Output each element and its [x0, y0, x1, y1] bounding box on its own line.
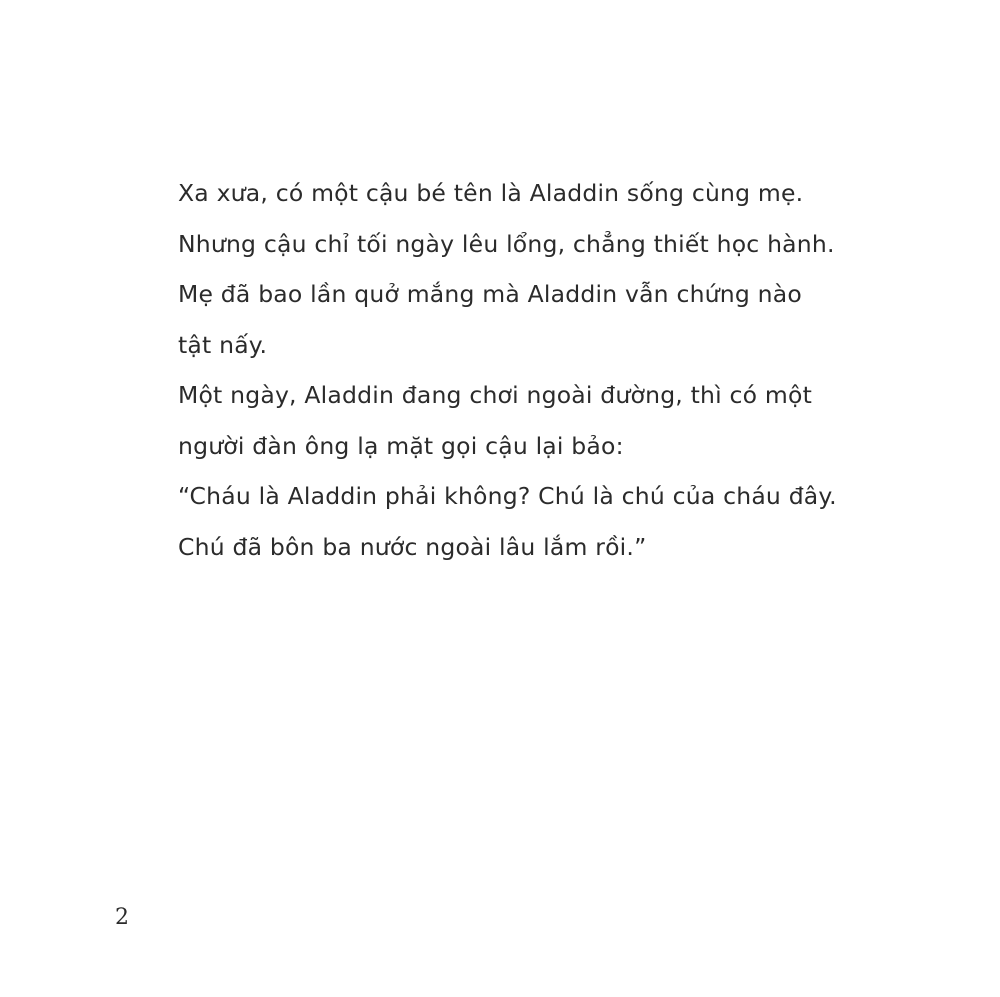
story-line: tật nấy. [178, 330, 268, 359]
story-line: Chú đã bôn ba nước ngoài lâu lắm rồi.” [178, 532, 647, 561]
story-line: Nhưng cậu chỉ tối ngày lêu lổng, chẳng thiết học hành. [178, 229, 835, 258]
story-line: người đàn ông lạ mặt gọi cậu lại bảo: [178, 431, 624, 460]
story-line: Mẹ đã bao lần quở mắng mà Aladdin vẫn chứng nào [178, 280, 802, 308]
story-line: Xa xưa, có một cậu bé tên là Aladdin sống cùng mẹ. [178, 179, 804, 207]
story-line: Một ngày, Aladdin đang chơi ngoài đường, thì có một [178, 381, 813, 409]
story-line: “Cháu là Aladdin phải không? Chú là chú của cháu đây. [178, 482, 837, 510]
story-text [178, 168, 898, 572]
page-number: 2 [115, 905, 129, 930]
